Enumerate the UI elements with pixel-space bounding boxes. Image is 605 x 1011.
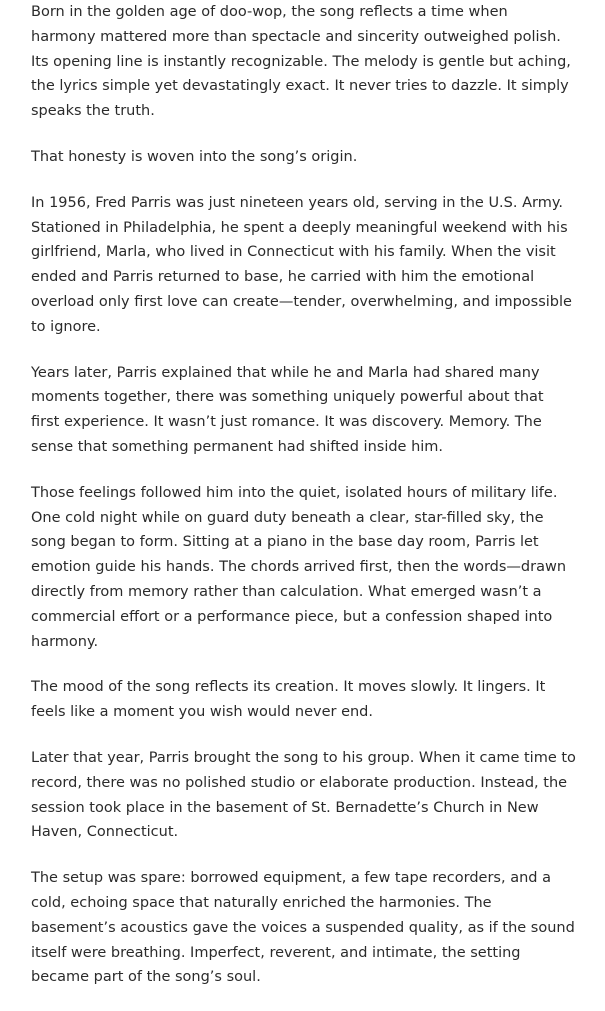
- paragraph-1956: In 1956, Fred Parris was just nineteen years old, serving in the U.S. Army. Stationed in Philadelphia, he spent a deeply meaningful weekend with his girlfriend, Marla, who lived in Connecticut with his family. When the visit ended and Parris returned to base, he carried with him the emotional overload only first love can create—tender, overwhelming, and impossible to ignore.: [31, 194, 572, 335]
- article-body: [31, 0, 576, 1011]
- paragraph-setup: The setup was spare: borrowed equipment, a few tape recorders, and a cold, echoing space that naturally enriched the harmonies. The basement’s acoustics gave the voices a suspended quality, as if the sound itself were breathing. Imperfect, reverent, and intimate, the setting became part of the song’s soul.: [31, 870, 575, 986]
- paragraph-recording: Later that year, Parris brought the song to his group. When it came time to record, there was no polished studio or elaborate production. Instead, the session took place in the basement of St. Bernadette’s Church in New Haven, Connecticut.: [31, 749, 576, 841]
- paragraph-golden-age: Born in the golden age of doo-wop, the song reflects a time when harmony mattered more than spectacle and sincerity outweighed polish. Its opening line is instantly recognizable. The melody is gentle but aching, the lyrics simple yet devastatingly exact. It never tries to dazzle. It simply speaks the truth.: [31, 4, 571, 120]
- paragraph-mood: The mood of the song reflects its creation. It moves slowly. It lingers. It feels like a moment you wish would never end.: [31, 679, 546, 721]
- paragraph-years-later: Years later, Parris explained that while he and Marla had shared many moments together, there was something uniquely powerful about that first experience. It wasn’t just romance. It was discovery. Memory. The sense that something permanent had shifted inside him.: [31, 364, 544, 455]
- paragraph-honesty: That honesty is woven into the song’s origin.: [31, 148, 358, 165]
- paragraph-military-life: Those feelings followed him into the quiet, isolated hours of military life. One cold night while on guard duty beneath a clear, star-filled sky, the song began to form. Sitting at a piano in the base day room, Parris let emotion guide his hands. The chords arrived first, then the words—drawn directly from memory rather than calculation. What emerged wasn’t a commercial effort or a performance piece, but a confession shaped into harmony.: [31, 484, 567, 650]
